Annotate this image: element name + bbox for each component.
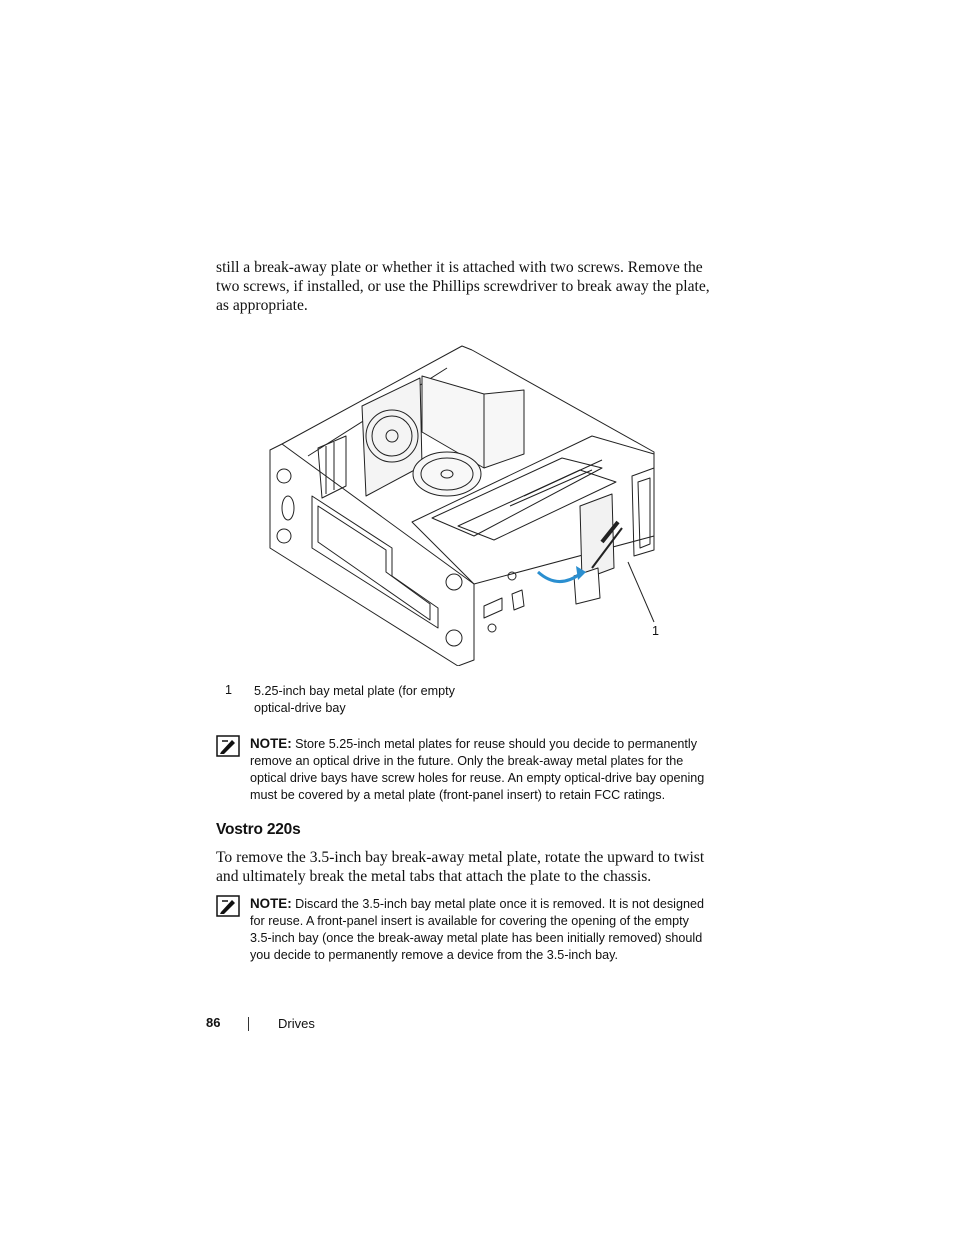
- body-paragraph: To remove the 3.5-inch bay break-away metal plate, rotate the upward to twist and ultimately break the metal tabs that attach the plate to the chassis.: [216, 849, 705, 885]
- note-label: NOTE:: [250, 896, 292, 911]
- legend-number: 1: [225, 683, 233, 697]
- footer-section-name: Drives: [278, 1016, 315, 1031]
- figure-callout-number: 1: [652, 624, 660, 638]
- footer-divider: [248, 1017, 249, 1031]
- page-number: 86: [206, 1015, 221, 1030]
- section-heading: Vostro 220s: [216, 821, 301, 838]
- note-pencil-icon: [216, 735, 242, 757]
- note-text: Discard the 3.5-inch bay metal plate once it is removed. It is not designed for reuse. A front-panel insert is available for covering the opening of the empty 3.5-inch bay (once the break-away metal plate has been initially removed) should you decide to permanently remove a device from the 3.5-inch bay.: [250, 897, 704, 962]
- note-pencil-icon: [216, 895, 242, 917]
- intro-paragraph: still a break-away plate or whether it is attached with two screws. Remove the two screws, if installed, or use the Phillips screwdriver to break away the plate, as appropriate.: [216, 259, 710, 314]
- chassis-illustration: [262, 336, 672, 666]
- legend-text: 5.25-inch bay metal plate (for empty optical-drive bay: [254, 684, 455, 715]
- note-text: Store 5.25-inch metal plates for reuse should you decide to permanently remove an optical drive in the future. Only the break-away metal plates for the optical drive bays have screw holes for reuse. An empty optical-drive bay opening must be covered by a metal plate (front-panel insert) to retain FCC ratings.: [250, 737, 705, 802]
- note-label: NOTE:: [250, 736, 292, 751]
